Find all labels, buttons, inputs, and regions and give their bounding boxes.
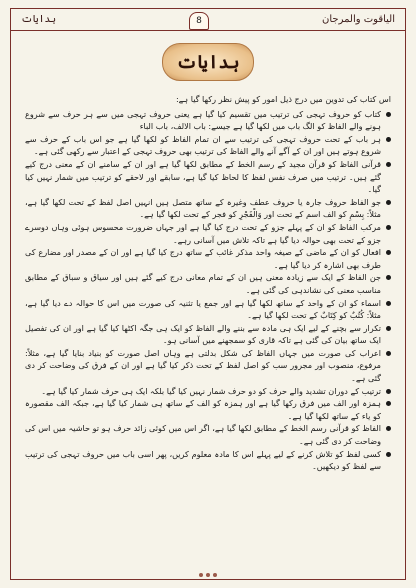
bullet-icon — [386, 162, 391, 167]
instruction-text: کسی لفظ کو تلاش کرنے کے لیے پہلے اس کا مادہ معلوم کریں، پھر اسی باب میں حروف تہجی کی ترتیب سے لفظ کو دیکھیں۔ — [25, 448, 381, 472]
instruction-item — [25, 322, 391, 347]
instruction-text: اعراب کی صورت میں جہاں الفاظ کی شکل بدلتی ہے وہاں اصل صورت کو بنیاد بنایا گیا ہے، مثلاً: مرفوع، منصوب اور مجرور سب کو اصل لفظ کے تحت ذکر کیا گیا ہے اور ان کے فرق کی وضاحت کر دی گئی ہے۔ — [25, 347, 381, 384]
footer-ornament — [11, 573, 405, 577]
instructions-body — [25, 93, 391, 565]
instruction-item — [25, 196, 391, 221]
bullet-icon — [386, 452, 391, 457]
instruction-text: الفاظ کو قرآنی رسم الخط کے مطابق لکھا گیا ہے، اگر اس میں کوئی زائد حرف ہو تو حاشیہ میں اس کی وضاحت کر دی گئی ہے۔ — [25, 423, 381, 447]
bullet-icon — [386, 401, 391, 406]
instruction-item — [25, 108, 391, 133]
running-header — [11, 9, 405, 31]
instruction-item — [25, 133, 391, 158]
instruction-item — [25, 422, 391, 447]
page-title: ہدایات — [162, 43, 254, 81]
instruction-text: کتاب کو حروف تہجی کی ترتیب میں تقسیم کیا گیا ہے یعنی حروف تہجی میں سے ہر حرف سے شروع ہونے والے الفاظ کو الگ باب میں لکھا گیا ہے جیسے: باب الالف، باب الباء — [25, 108, 381, 132]
instructions-list — [25, 108, 391, 473]
header-book-title: الیاقوت والمرجان — [322, 14, 395, 25]
bullet-icon — [386, 250, 391, 255]
instruction-item — [25, 347, 391, 385]
instruction-item — [25, 246, 391, 271]
bullet-icon — [386, 275, 391, 280]
instruction-text: مرکب الفاظ کو ان کے پہلے جزو کے تحت درج کیا گیا ہے اور جہاں ضرورت محسوس ہوئی وہاں دوسرے جزو کے تحت بھی حوالہ دیا گیا ہے تاکہ تلاش میں آسانی رہے۔ — [25, 221, 381, 245]
instruction-text: ہمزہ اور الف میں فرق رکھا گیا ہے اور ہمزہ کو الف کے ساتھ ہی شمار کیا گیا ہے، جبکہ الف مقصورہ کو یاء کے ساتھ لکھا گیا ہے۔ — [25, 398, 381, 421]
instruction-text: ترتیب کے دوران تشدید والے حرف کو دو حرف شمار نہیں کیا گیا بلکہ ایک ہی حرف شمار کیا گیا ہے۔ — [41, 385, 381, 396]
bullet-icon — [386, 326, 391, 331]
bullet-icon — [386, 426, 391, 431]
instruction-item — [25, 397, 391, 422]
page-border — [10, 8, 406, 580]
instruction-item — [25, 271, 391, 296]
header-section-title: ہدایات — [21, 14, 57, 25]
bullet-icon — [386, 137, 391, 142]
bullet-icon — [386, 301, 391, 306]
instruction-text: اسماء کو ان کے واحد کے ساتھ لکھا گیا ہے اور جمع یا تثنیہ کی صورت میں اس کا حوالہ دے دیا گیا ہے، مثلاً: كُتُبٌ کو كِتَابٌ کے تحت لکھا گیا ہے۔ — [25, 297, 381, 321]
bullet-icon — [386, 351, 391, 356]
instruction-text: ہر باب کے تحت حروف تہجی کی ترتیب سے ان تمام الفاظ کو لکھا گیا ہے جو اس باب کے حرف سے شروع ہوتے ہیں اور ان کے آگے آنے والے الفاظ کی ترتیب بھی حروف تہجی کے اعتبار سے رکھی گئی ہے۔ — [25, 133, 381, 157]
instruction-text: افعال کو ان کے ماضی کے صیغہ واحد مذکر غائب کے ساتھ درج کیا گیا ہے اور ان کے مصدر اور مضارع کی طرف بھی اشارہ کر دیا گیا ہے۔ — [25, 247, 381, 270]
bullet-icon — [386, 225, 391, 230]
instruction-item — [25, 158, 391, 196]
instruction-item — [25, 448, 391, 473]
instruction-text: تکرار سے بچنے کے لیے ایک ہی مادہ سے بننے والے الفاظ کو ایک ہی جگہ اکٹھا کیا گیا ہے اور ان کی تفصیل ایک ساتھ بیان کی گئی ہے تاکہ قاری کو سمجھنے میں آسانی ہو۔ — [25, 322, 381, 346]
bullet-icon — [386, 389, 391, 394]
intro-paragraph: اس کتاب کی تدوین میں درج ذیل امور کو پیش نظر رکھا گیا ہے: — [175, 94, 391, 104]
bullet-icon — [386, 112, 391, 117]
instruction-item — [25, 297, 391, 322]
instruction-item — [25, 221, 391, 246]
title-banner — [11, 43, 405, 83]
page-number: 8 — [189, 12, 209, 30]
instruction-text: قرآنی الفاظ کو قرآن مجید کے رسم الخط کے مطابق لکھا گیا ہے اور ان کے سامنے ان کے معنی درج کیے گئے ہیں۔ ترتیب میں صرف نفس لفظ کا لحاظ کیا گیا ہے، سابقے اور لاحقے کو ترتیب میں شمار نہیں کیا گیا۔ — [25, 158, 381, 195]
instruction-text: جو الفاظ حروف جارہ یا حروف عطف وغیرہ کے ساتھ متصل ہیں انہیں اصل لفظ کے تحت لکھا گیا ہے، مثلاً: بِسْمِ کو الف اسم کے تحت اور وَالْفَجْرِ کو فجر کے تحت لکھا گیا ہے۔ — [25, 196, 381, 220]
bullet-icon — [386, 200, 391, 205]
instruction-text: جن الفاظ کے ایک سے زیادہ معنی ہیں ان کے تمام معانی درج کیے گئے ہیں اور سیاق و سباق کے مطابق مناسب معنی کی نشاندہی کی گئی ہے۔ — [25, 272, 381, 295]
instruction-item — [25, 385, 391, 398]
